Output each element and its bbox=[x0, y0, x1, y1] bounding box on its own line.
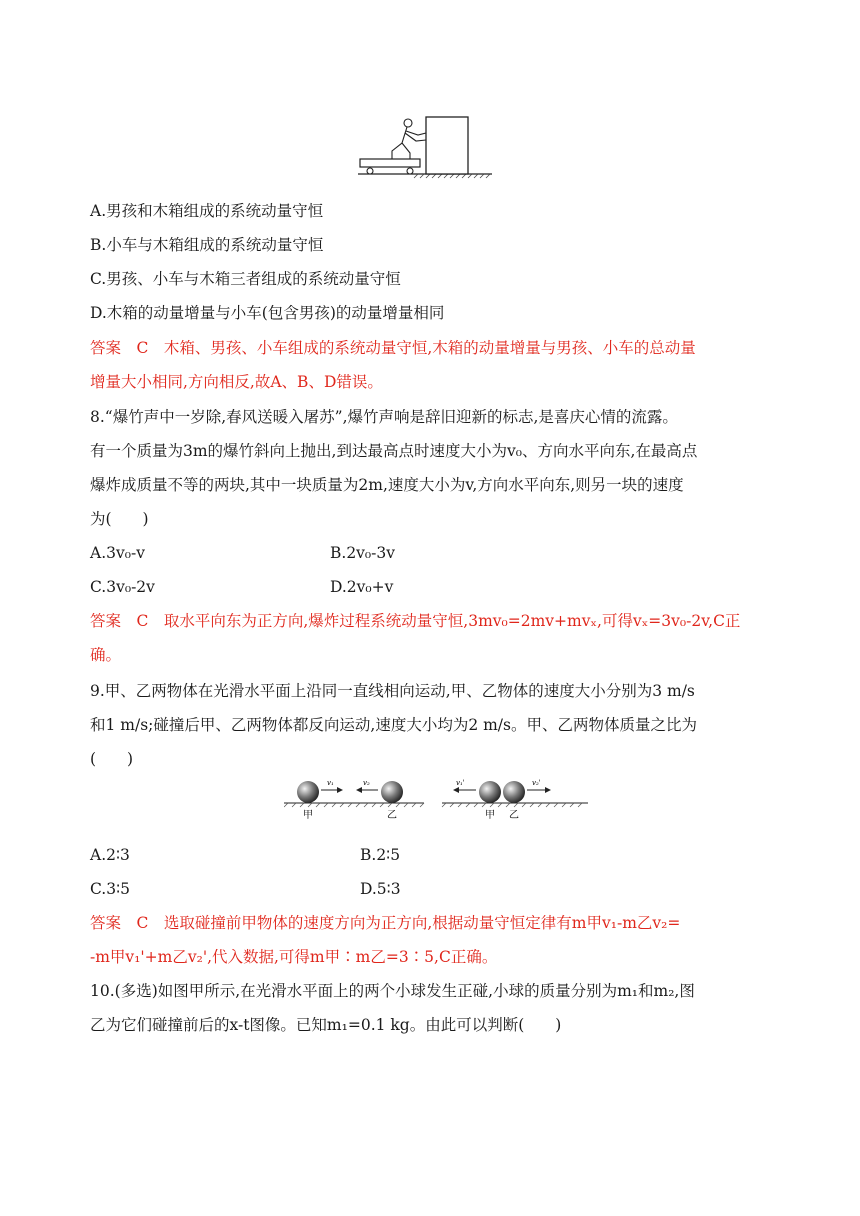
q8-option-d: D.2v₀+v bbox=[330, 578, 394, 596]
q10-stem-line-1: 10.(多选)如图甲所示,在光滑水平面上的两个小球发生正碰,小球的质量分别为m₁和m₂,图 bbox=[90, 982, 695, 1000]
v1-prime-label: v₁' bbox=[456, 779, 465, 787]
v2-prime-label: v₂' bbox=[532, 779, 541, 787]
q9-answer-line-2: -m甲v₁'+m乙v₂',代入数据,可得m甲∶m乙=3∶5,C正确。 bbox=[90, 948, 498, 966]
q9-stem-line-3: ( ) bbox=[90, 750, 134, 768]
q8-option-a: A.3v₀-v bbox=[90, 544, 145, 562]
v2-label: v₂ bbox=[363, 779, 370, 787]
q8-stem-line-2: 有一个质量为3m的爆竹斜向上抛出,到达最高点时速度大小为v₀、方向水平向东,在最高点 bbox=[90, 442, 698, 460]
q7-option-c: C.男孩、小车与木箱三者组成的系统动量守恒 bbox=[90, 270, 401, 288]
label-jia-left: 甲 bbox=[303, 810, 313, 821]
q9-option-b: B.2∶5 bbox=[360, 846, 401, 864]
label-yi-left: 乙 bbox=[387, 810, 397, 821]
q8-stem-line-3: 爆炸成质量不等的两块,其中一块质量为2m,速度大小为v,方向水平向东,则另一块的速度 bbox=[90, 476, 684, 494]
q7-option-a: A.男孩和木箱组成的系统动量守恒 bbox=[90, 202, 324, 220]
q8-option-c: C.3v₀-2v bbox=[90, 578, 155, 596]
q7-option-d: D.木箱的动量增量与小车(包含男孩)的动量增量相同 bbox=[90, 304, 445, 322]
q9-stem-line-2: 和1 m/s;碰撞后甲、乙两物体都反向运动,速度大小均为2 m/s。甲、乙两物体质量之比为 bbox=[90, 716, 697, 734]
q9-option-d: D.5∶3 bbox=[360, 880, 401, 898]
q8-answer-line-1: 答案 C 取水平向东为正方向,爆炸过程系统动量守恒,3mv₀=2mv+mvₓ,可得vₓ=3v₀-2v,C正 bbox=[90, 612, 741, 630]
q8-answer-line-2: 确。 bbox=[90, 646, 122, 664]
label-yi-right: 乙 bbox=[509, 810, 519, 821]
q7-answer-line-2: 增量大小相同,方向相反,故A、B、D错误。 bbox=[90, 373, 383, 391]
collision-figure bbox=[284, 774, 588, 824]
q7-option-b: B.小车与木箱组成的系统动量守恒 bbox=[90, 236, 324, 254]
q9-stem-line-1: 9.甲、乙两物体在光滑水平面上沿同一直线相向运动,甲、乙物体的速度大小分别为3 m/s bbox=[90, 682, 695, 700]
q7-answer-line-1: 答案 C 木箱、男孩、小车组成的系统动量守恒,木箱的动量增量与男孩、小车的总动量 bbox=[90, 339, 696, 357]
q8-stem-line-1: 8.“爆竹声中一岁除,春风送暖入屠苏”,爆竹声响是辞旧迎新的标志,是喜庆心情的流露。 bbox=[90, 408, 678, 426]
boy-cart-box-figure bbox=[358, 113, 492, 179]
q10-stem-line-2: 乙为它们碰撞前后的x-t图像。已知m₁=0.1 kg。由此可以判断( ) bbox=[90, 1016, 562, 1034]
q8-stem-line-4: 为( ) bbox=[90, 510, 149, 528]
q9-option-c: C.3∶5 bbox=[90, 880, 130, 898]
q8-option-b: B.2v₀-3v bbox=[330, 544, 396, 562]
v1-label: v₁ bbox=[327, 779, 334, 787]
q9-option-a: A.2∶3 bbox=[90, 846, 130, 864]
label-jia-right: 甲 bbox=[485, 810, 495, 821]
q9-answer-line-1: 答案 C 选取碰撞前甲物体的速度方向为正方向,根据动量守恒定律有m甲v₁-m乙v₂= bbox=[90, 914, 681, 932]
